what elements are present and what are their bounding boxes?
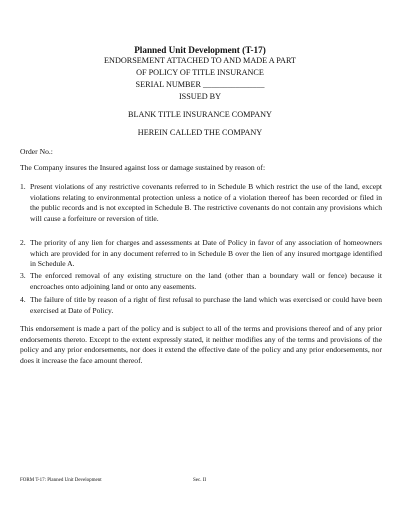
- list-item-text: Present violations of any restrictive covenants referred to in Schedule B which restrict the use of the land, except violations relating to environmental protection unless a notice of a violation thereof has been recorded or filed in the public records and is not excepted in Schedule B. The restrictive covenants do not contain any provisions which will cause a forfeiture or reversion of title.: [30, 182, 382, 223]
- issued-by-line: ISSUED BY: [178, 92, 222, 101]
- list-item-number: 3.: [20, 271, 26, 280]
- list-item-number: 1.: [20, 182, 26, 191]
- list-item: [20, 295, 382, 316]
- order-number-label: Order No.:: [20, 147, 53, 156]
- footer-form-label: FORM T-17: Planned Unit Development: [20, 478, 102, 483]
- list-item: [20, 182, 382, 224]
- list-item-text: The enforced removal of any existing structure on the land (other than a boundary wall or fence) because it encroaches onto adjoining land or onto any easements.: [30, 271, 382, 291]
- endorsement-line-2: OF POLICY OF TITLE INSURANCE: [136, 68, 264, 77]
- list-item-number: 2.: [20, 238, 26, 247]
- company-name: BLANK TITLE INSURANCE COMPANY: [128, 110, 272, 119]
- list-item: [20, 238, 382, 270]
- list-item: [20, 271, 382, 292]
- intro-paragraph: The Company insures the Insured against loss or damage sustained by reason of:: [20, 163, 266, 172]
- company-designation: HEREIN CALLED THE COMPANY: [137, 128, 263, 137]
- footer-section-label: Sec. II: [193, 478, 207, 483]
- list-item-text: The priority of any lien for charges and assessments at Date of Policy in favor of any association of homeowners which are provided for in any document referred to in Schedule B over the lien of any insured mortgage identified in Schedule A.: [30, 238, 382, 269]
- list-item-text: The failure of title by reason of a right of first refusal to purchase the land which was exercised or could have been exercised at Date of Policy.: [30, 295, 382, 315]
- closing-paragraph: This endorsement is made a part of the policy and is subject to all of the terms and provisions thereof and of any prior endorsements thereto. Except to the extent expressly stated, it neither modifies any of the terms and provisions of the policy and any prior endorsements, nor does it extend the effective date of the policy and any prior endorsements, nor does it increase the face amount thereof.: [20, 324, 382, 365]
- list-item-number: 4.: [20, 295, 26, 304]
- document-title: Planned Unit Development (T-17): [134, 45, 266, 55]
- serial-number-line: SERIAL NUMBER _______________: [135, 80, 265, 89]
- endorsement-line-1: ENDORSEMENT ATTACHED TO AND MADE A PART: [104, 56, 296, 65]
